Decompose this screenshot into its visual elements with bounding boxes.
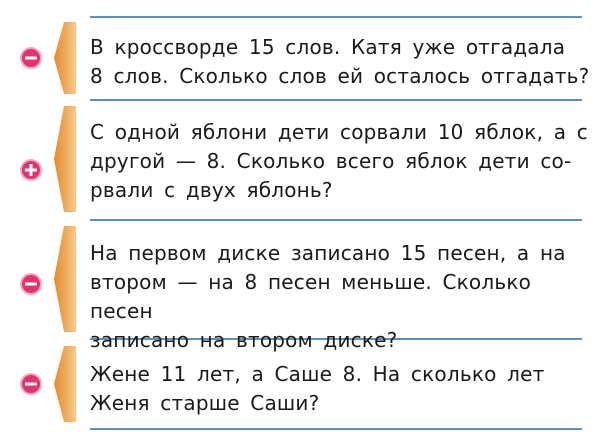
- divider-rule: [90, 428, 582, 430]
- minus-circle-icon: [19, 372, 43, 396]
- divider-rule: [90, 99, 582, 101]
- minus-circle-icon: [19, 272, 43, 296]
- divider-rule: [90, 219, 582, 221]
- problem-text: В кроссворде 15 слов. Катя уже отгадала 8 слов. Сколько слов ей осталось отгадать?: [90, 35, 590, 88]
- orange-tab-icon: [54, 106, 76, 212]
- divider-rule: [90, 16, 582, 18]
- problem-text: С одной яблони дети сорвали 10 яблок, а с другой — 8. Сколько всего яблок дети со- рвали с двух яблонь?: [90, 120, 588, 202]
- orange-tab-icon: [54, 22, 76, 94]
- problem-text: На первом диске записано 15 песен, а на втором — на 8 песен меньше. Сколько песен записано на втором диске?: [90, 241, 566, 352]
- orange-tab-icon: [54, 346, 76, 422]
- problem-text: Жене 11 лет, а Саше 8. На сколько лет Женя старше Саши?: [90, 362, 545, 415]
- plus-circle-icon: [19, 158, 43, 182]
- orange-tab-icon: [54, 226, 76, 332]
- minus-circle-icon: [19, 46, 43, 70]
